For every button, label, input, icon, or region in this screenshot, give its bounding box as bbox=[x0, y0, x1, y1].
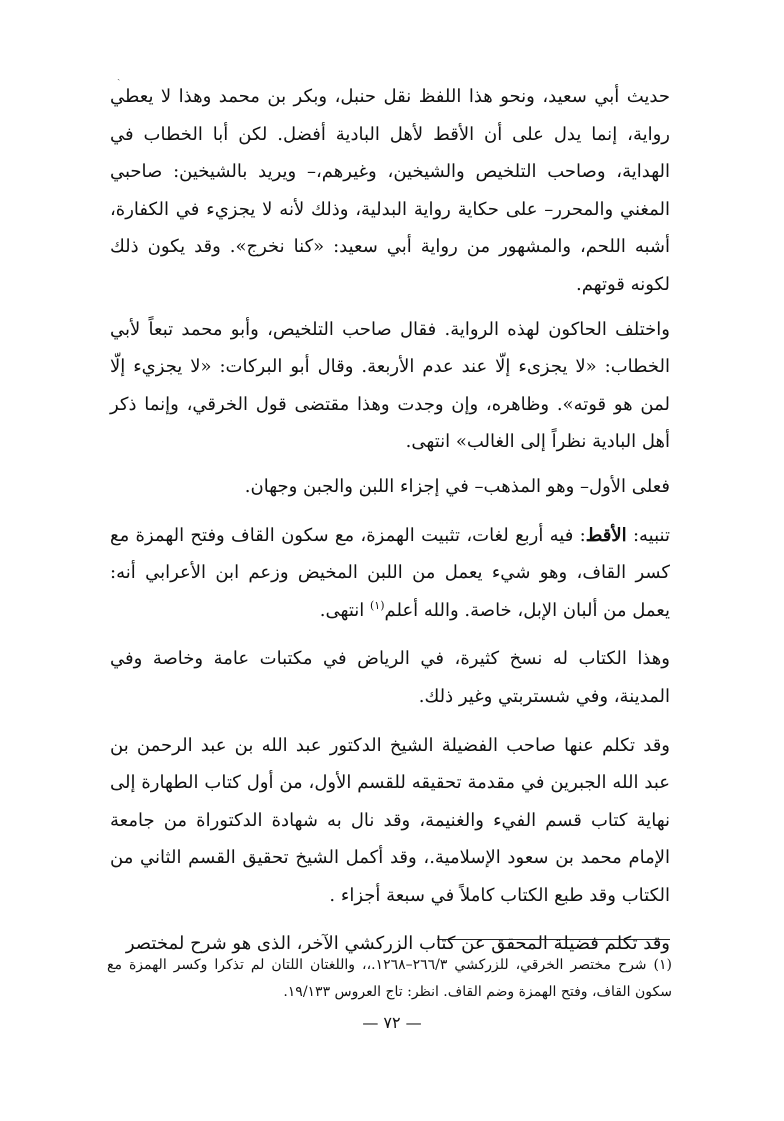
text-line: نظراً إلى الغالب» انتهى. bbox=[405, 431, 587, 453]
footnote-line: (١) شرح مختصر الخرقي، للزركشي ٢٦٦/٣–١٢٦٨.،، واللغتان اللتان لم تذكرا وكسر الهمزة مع سكون bbox=[107, 957, 672, 1000]
text-line: والمحرر– على حكاية رواية البدلية، وذلك لأنه لا يجزيء في الكفارة، أشبه اللحم، bbox=[110, 198, 670, 258]
footnote-marker[interactable]: (١) bbox=[369, 598, 385, 612]
text-line: رواية، إنما يدل على أن الأقط لأهل البادية أفضل. لكن أبا الخطاب في الهداية، bbox=[110, 123, 670, 183]
text-line: عبد الله الجبرين في مقدمة تحقيقه للقسم الأول، من أول كتاب الطهارة إلى نهاية bbox=[110, 772, 670, 831]
paragraph-1 bbox=[110, 78, 670, 304]
text-line: من ألبان الإبل، خاصة. والله أعلم bbox=[384, 599, 627, 621]
text-line: وقد طبع الكتاب كاملاً في سبعة أجزاء . bbox=[329, 884, 616, 906]
text-line: محمد بن سعود الإسلامية.، وقد أكمل الشيخ تحقيق القسم الثاني من الكتاب bbox=[110, 847, 670, 906]
text-line: والمشهور من رواية أبي سعيد: «كنا نخرج». وقد يكون ذلك لكونه قوتهم. bbox=[110, 236, 670, 295]
paragraph-4-note bbox=[110, 517, 670, 630]
text-line: واختلف الحاكون لهذه الرواية. فقال صاحب التلخيص، وأبو محمد تبعاً لأبي bbox=[110, 318, 670, 340]
main-text bbox=[110, 78, 670, 970]
footnote-divider bbox=[437, 939, 670, 940]
text-line: هو قوته». وظاهره، وإن وجدت وهذا مقتضى قول الخرقي، وإنما ذكر أهل البادية bbox=[110, 393, 670, 453]
paragraph-5 bbox=[110, 640, 670, 715]
page-number: — ٧٢ — bbox=[362, 1013, 422, 1032]
paragraph-6 bbox=[110, 727, 670, 915]
paragraph-3 bbox=[110, 468, 670, 506]
text-line: وقد تكلم فضيلة المحقق عن كتاب الزركشي الآخر، الذى هو شرح لمختصر bbox=[125, 933, 670, 955]
text-line: كتاب قسم الفيء والغنيمة، وقد نال به شهادة الدكتوراة من جامعة الإمام bbox=[110, 809, 670, 869]
bold-term: الأقط bbox=[585, 524, 627, 546]
text-line: وصاحب التلخيص والشيخين، وغيرهم،– ويريد بالشيخين: صاحبي المغني bbox=[110, 161, 670, 220]
corner-mark: ˎ bbox=[117, 70, 121, 81]
note-lead: تنبيه: bbox=[626, 524, 670, 546]
text-line: فعلى الأول– وهو المذهب– في إجزاء اللبن والجبن وجهان. bbox=[244, 475, 670, 497]
text-line: حديث أبي سعيد، ونحو هذا اللفظ نقل حنبل، وبكر بن محمد وهذا لا يعطي bbox=[110, 86, 670, 107]
text-line: الخطاب: «لا يجزىء إلّا عند عدم الأربعة. وقال أبو البركات: «لا يجزيء إلّا لمن bbox=[110, 356, 670, 415]
text-line: مع كسر القاف، وهو شيء يعمل من اللبن المخيض وزعم ابن الأعرابي أنه: يعمل bbox=[110, 524, 670, 621]
text-line: وقد تكلم عنها صاحب الفضيلة الشيخ الدكتور عبد الله بن عبد الرحمن بن bbox=[110, 734, 670, 756]
text-line: : فيه أربع لغات، تثبيت الهمزة، مع سكون القاف وفتح الهمزة bbox=[135, 524, 586, 546]
footnote-line: القاف، وفتح الهمزة وضم القاف. انظر: تاج العروس ١٩/١٣٣. bbox=[283, 984, 631, 1000]
text-line: انتهى. bbox=[319, 599, 370, 621]
text-line: وهذا الكتاب له نسخ كثيرة، في الرياض في مكتبات عامة وخاصة وفي المدينة، bbox=[110, 648, 670, 707]
text-line: وفي شستربتي وغير ذلك. bbox=[418, 685, 609, 707]
footnote bbox=[107, 952, 672, 1006]
paragraph-2 bbox=[110, 311, 670, 461]
